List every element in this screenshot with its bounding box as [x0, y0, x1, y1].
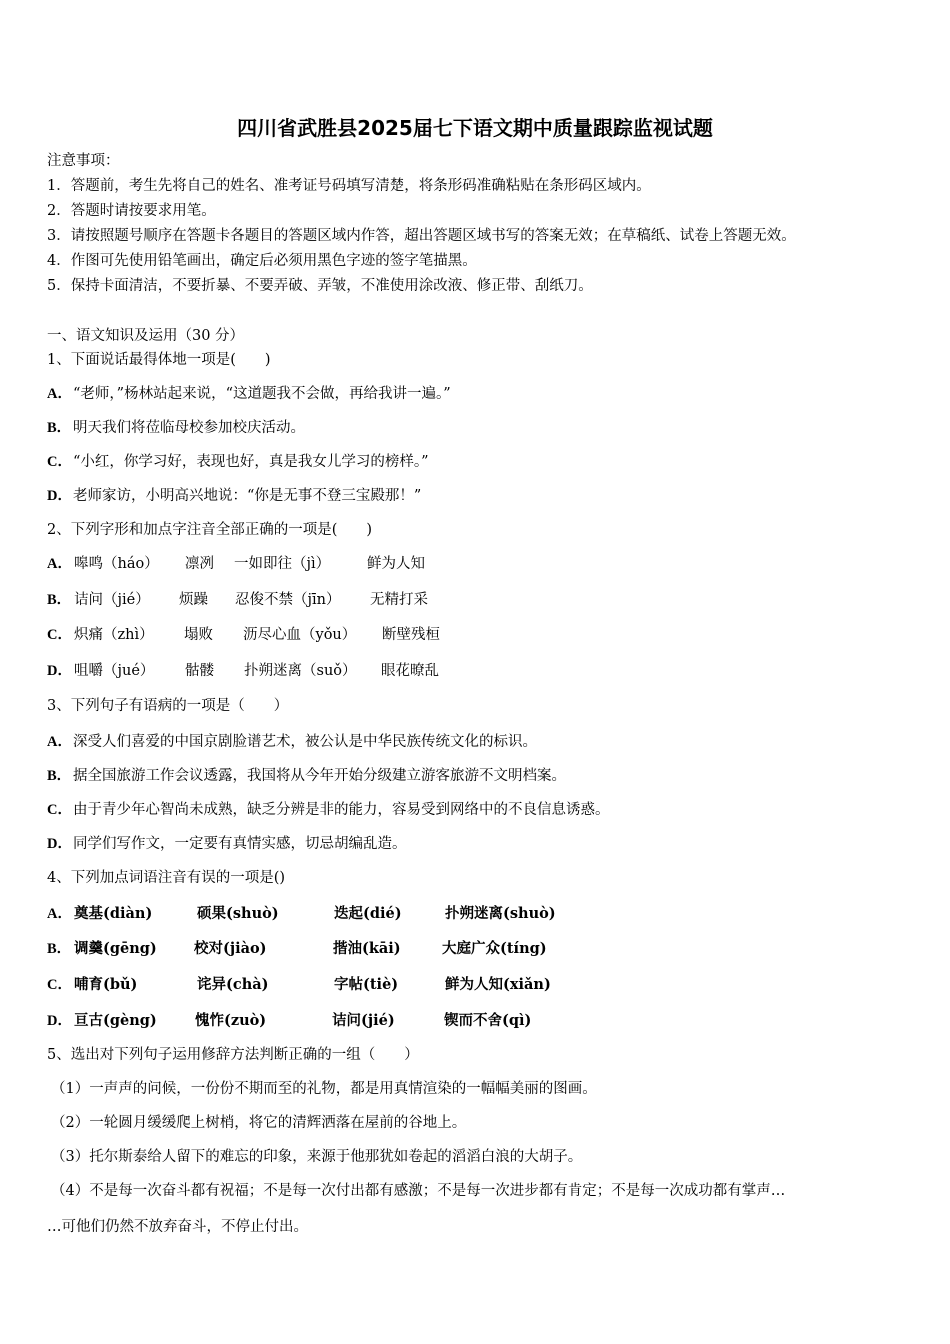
option-letter: A．: [47, 906, 72, 922]
option-letter: C．: [47, 627, 72, 643]
option-col: 大庭广众(tíng): [442, 940, 547, 957]
option-col: 锲而不舍(qì): [444, 1012, 532, 1029]
q5-item-3: （3）托尔斯泰给人留下的难忘的印象，来源于他那犹如卷起的滔滔白浪的大胡子。: [51, 1149, 583, 1165]
notice-heading: 注意事项：: [47, 153, 120, 169]
option-col: 炽痛（zhì）: [74, 627, 154, 643]
notice-item-1: 1．答题前，考生先将自己的姓名、准考证号码填写清楚，将条形码准确粘贴在条形码区域内。: [47, 178, 651, 194]
option-col: 忍俊不禁（jīn）: [235, 592, 341, 608]
option-col: 嗥鸣（háo）: [74, 556, 159, 572]
q4-option-c: [47, 975, 907, 995]
q3-stem: 3、下列句子有语病的一项是（ ）: [47, 698, 289, 714]
option-letter: D．: [47, 836, 72, 852]
q5-item-2: （2）一轮圆月缓缓爬上树梢，将它的清辉洒落在屋前的谷地上。: [51, 1115, 467, 1131]
option-col: 迭起(dié): [334, 905, 402, 922]
option-col: 断壁残桓: [382, 627, 440, 643]
option-col: 眼花暸乱: [381, 663, 439, 679]
notice-item-4: 4．作图可先使用铅笔画出，确定后必须用黑色字迹的签字笔描黑。: [47, 253, 477, 269]
q3-option-b: [47, 766, 566, 786]
option-text: 老师家访，小明高兴地说：“你是无事不登三宝殿那！”: [73, 488, 422, 504]
option-col: 校对(jiào): [194, 940, 267, 957]
option-col: 哺育(bǔ): [74, 976, 138, 993]
notice-item-2: 2．答题时请按要求用笔。: [47, 203, 216, 219]
option-text: 由于青少年心智尚未成熟，缺乏分辨是非的能力，容易受到网络中的不良信息诱惑。: [73, 802, 610, 818]
option-text: 同学们写作文，一定要有真情实感，切忌胡编乱造。: [73, 836, 407, 852]
option-text: “小红，你学习好，表现也好，真是我女儿学习的榜样。”: [73, 454, 429, 470]
q5-stem: 5、选出对下列句子运用修辞方法判断正确的一组（ ）: [47, 1047, 419, 1063]
q5-item-1: （1）一声声的问候，一份份不期而至的礼物，都是用真情渲染的一幅幅美丽的图画。: [51, 1081, 597, 1097]
q3-option-c: [47, 800, 610, 820]
option-text: 明天我们将莅临母校参加校庆活动。: [73, 420, 305, 436]
option-col: 扑朔迷离（suǒ）: [244, 663, 357, 679]
option-letter: D．: [47, 663, 72, 679]
q1-option-b: [47, 418, 305, 438]
q1-stem: 1、下面说话最得体地一项是( ): [47, 352, 271, 368]
option-text: 据全国旅游工作会议透露，我国将从今年开始分级建立游客旅游不文明档案。: [73, 768, 566, 784]
option-letter: C．: [47, 802, 72, 818]
option-col: 咀嚼（jué）: [74, 663, 155, 679]
q2-stem: 2、下列字形和加点字注音全部正确的一项是( ): [47, 522, 373, 538]
q5-item-4: （4）不是每一次奋斗都有祝福；不是每一次付出都有感激；不是每一次进步都有肯定；不是每一次成功都有掌声…: [51, 1183, 786, 1199]
option-letter: B．: [47, 420, 72, 436]
option-letter: A．: [47, 556, 72, 572]
option-letter: B．: [47, 592, 72, 608]
q4-option-a: [47, 904, 907, 924]
option-col: 骷髅: [185, 663, 214, 679]
option-col: 无精打采: [370, 592, 428, 608]
q1-option-c: [47, 452, 429, 472]
option-letter: A．: [47, 386, 72, 402]
q1-option-a: [47, 384, 451, 404]
option-col: 鲜为人知(xiǎn): [445, 976, 551, 993]
q2-option-c: [47, 625, 907, 645]
option-col: 字帖(tiè): [334, 976, 399, 993]
option-letter: C．: [47, 454, 72, 470]
section-heading: 一、语文知识及运用（30 分）: [47, 328, 245, 344]
page-title: 四川省武胜县2025届七下语文期中质量跟踪监视试题: [237, 116, 713, 140]
q4-option-b: [47, 939, 907, 959]
option-letter: C．: [47, 977, 72, 993]
option-col: 扑朔迷离(shuò): [445, 905, 556, 922]
q2-option-a: [47, 554, 907, 574]
option-col: 一如即往（jì）: [234, 556, 331, 572]
option-letter: B．: [47, 941, 72, 957]
option-col: 揩油(kāi): [333, 940, 401, 957]
option-col: 诧异(chà): [197, 976, 269, 993]
option-col: 诘问(jié): [332, 1012, 395, 1029]
option-col: 烦躁: [179, 592, 208, 608]
option-text: 深受人们喜爱的中国京剧脸谱艺术，被公认是中华民族传统文化的标识。: [73, 734, 537, 750]
option-col: 沥尽心血（yǒu）: [243, 627, 357, 643]
option-text: “老师，”杨林站起来说，“这道题我不会做，再给我讲一遍。”: [73, 386, 451, 402]
option-col: 愧怍(zuò): [195, 1012, 267, 1029]
option-letter: A．: [47, 734, 72, 750]
q1-option-d: [47, 486, 421, 506]
option-col: 鲜为人知: [367, 556, 425, 572]
q3-option-d: [47, 834, 407, 854]
option-col: 塌败: [184, 627, 213, 643]
notice-item-3: 3．请按照题号顺序在答题卡各题目的答题区域内作答，超出答题区域书写的答案无效；在草稿纸、试卷上答题无效。: [47, 228, 796, 244]
option-col: 亘古(gèng): [74, 1012, 157, 1029]
option-col: 调羹(gēng): [74, 940, 157, 957]
notice-item-5: 5．保持卡面清洁，不要折暴、不要弄破、弄皱，不准使用涂改液、修正带、刮纸刀。: [47, 278, 593, 294]
q3-option-a: [47, 732, 537, 752]
option-col: 诘问（jié）: [74, 592, 150, 608]
option-letter: D．: [47, 1013, 72, 1029]
q4-stem: 4、下列加点词语注音有误的一项是(): [47, 870, 286, 886]
option-letter: B．: [47, 768, 72, 784]
option-col: 奠基(diàn): [74, 905, 153, 922]
option-col: 硕果(shuò): [197, 905, 279, 922]
q4-option-d: [47, 1011, 907, 1031]
q2-option-b: [47, 590, 907, 610]
q5-item-4-continued: …可他们仍然不放弃奋斗，不停止付出。: [47, 1219, 308, 1235]
q2-option-d: [47, 661, 907, 681]
option-letter: D．: [47, 488, 72, 504]
option-col: 凛冽: [185, 556, 214, 572]
